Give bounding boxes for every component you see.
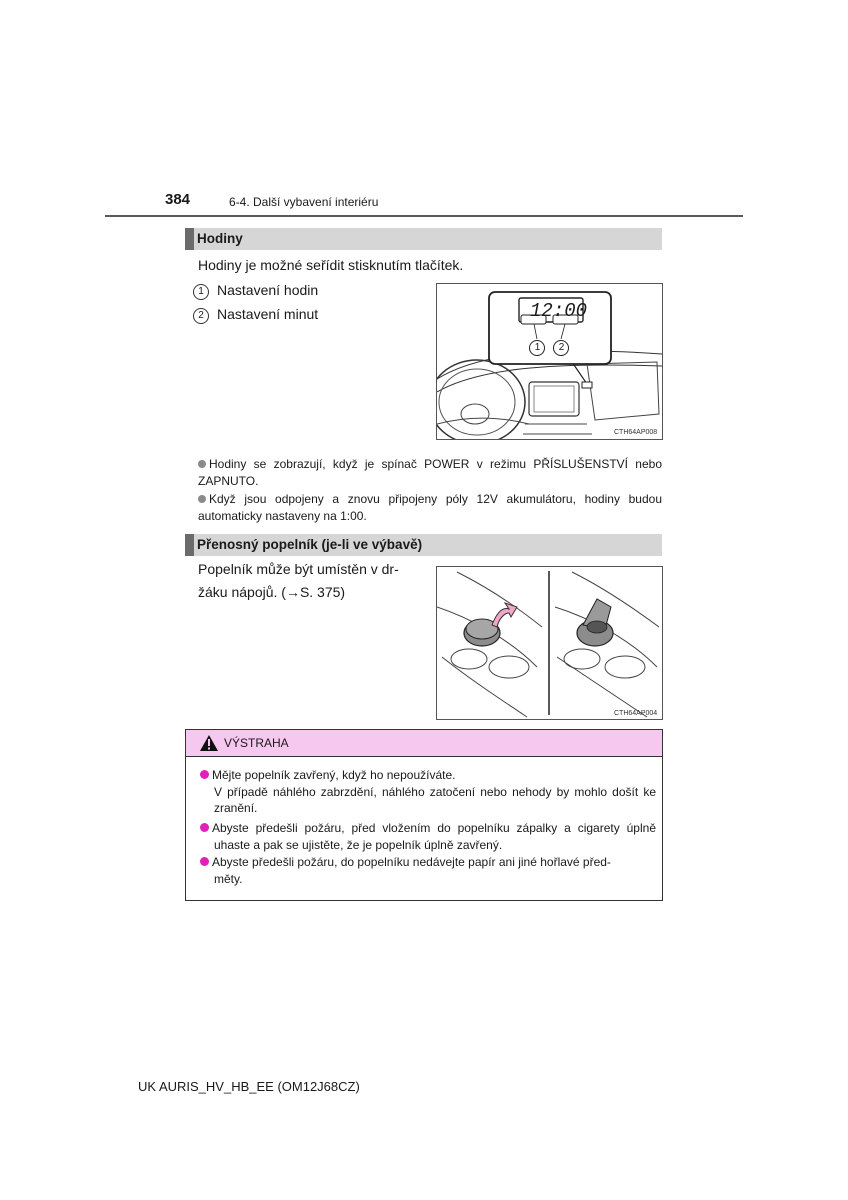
warning-header	[186, 730, 662, 757]
warning-box	[185, 729, 663, 901]
ashtray-body-line: žáku nápojů. (→S. 375)	[198, 584, 346, 600]
section-heading-ashtray	[185, 534, 662, 556]
bullet-icon	[198, 460, 206, 468]
warning-text: Abyste předešli požáru, před vložením do popelníku zápalky a cigarety úplně uhaste a pak se ujistěte, že je popelník úplně zavřený.	[212, 821, 656, 852]
bullet-icon	[198, 495, 206, 503]
list-item	[193, 303, 318, 326]
note-text: Když jsou odpojeny a znovu připojeny póly 12V akumulátoru, hodiny budou automaticky nastaveny na 1:00.	[198, 492, 662, 523]
clock-display-time: 12:00	[530, 300, 588, 322]
callout-number: 1	[193, 284, 209, 300]
section-heading-text: Přenosný popelník (je-li ve výbavě)	[197, 537, 423, 552]
section-heading-bar	[185, 534, 194, 556]
ashtray-body-line: Popelník může být umístěn v dr-	[198, 561, 399, 577]
warning-triangle-icon	[200, 735, 218, 756]
warning-text: Mějte popelník zavřený, když ho nepoužíváte.	[212, 768, 456, 782]
warning-text: V případě náhlého zabrzdění, náhlého zatočení nebo nehody by mohlo došít ke zranění.	[214, 784, 656, 815]
chapter-title: 6-4. Další vybavení interiéru	[229, 195, 379, 209]
ashtray-illustration	[436, 566, 663, 720]
header-rule	[105, 215, 743, 217]
warning-item	[200, 820, 656, 853]
note-item	[198, 491, 662, 525]
warning-text: měty.	[214, 871, 243, 886]
section-heading-clock	[185, 228, 662, 250]
clock-intro: Hodiny je možné seřídit stisknutím tlačítek.	[198, 257, 464, 273]
list-item	[193, 279, 318, 302]
illustration-code: CTH64AP004	[614, 710, 658, 717]
clock-illustration	[436, 283, 663, 440]
warning-text: Abyste předešli požáru, do popelníku nedávejte papír ani jiné hořlavé před-	[212, 855, 611, 869]
section-heading-text: Hodiny	[197, 231, 243, 246]
callout-number: 2	[558, 342, 565, 353]
footer-model-code: UK AURIS_HV_HB_EE (OM12J68CZ)	[138, 1079, 360, 1094]
bullet-icon	[200, 770, 209, 779]
callout-number: 2	[193, 308, 209, 324]
warning-item	[200, 767, 656, 817]
bullet-icon	[200, 823, 209, 832]
section-heading-bar	[185, 228, 194, 250]
page-number: 384	[165, 191, 191, 208]
warning-item	[200, 854, 656, 887]
bullet-icon	[200, 857, 209, 866]
list-item-label: Nastavení minut	[217, 306, 319, 322]
callout-number: 1	[534, 342, 541, 353]
note-item	[198, 456, 662, 490]
cupholder-drawing	[437, 567, 662, 719]
warning-title: VÝSTRAHA	[224, 736, 289, 750]
note-text: Hodiny se zobrazují, když je spínač POWER v režimu PŘÍSLUŠENSTVÍ nebo ZAPNUTO.	[198, 457, 662, 488]
illustration-code: CTH64AP008	[614, 429, 658, 436]
list-item-label: Nastavení hodin	[217, 282, 319, 298]
ashtray-body	[198, 558, 422, 604]
